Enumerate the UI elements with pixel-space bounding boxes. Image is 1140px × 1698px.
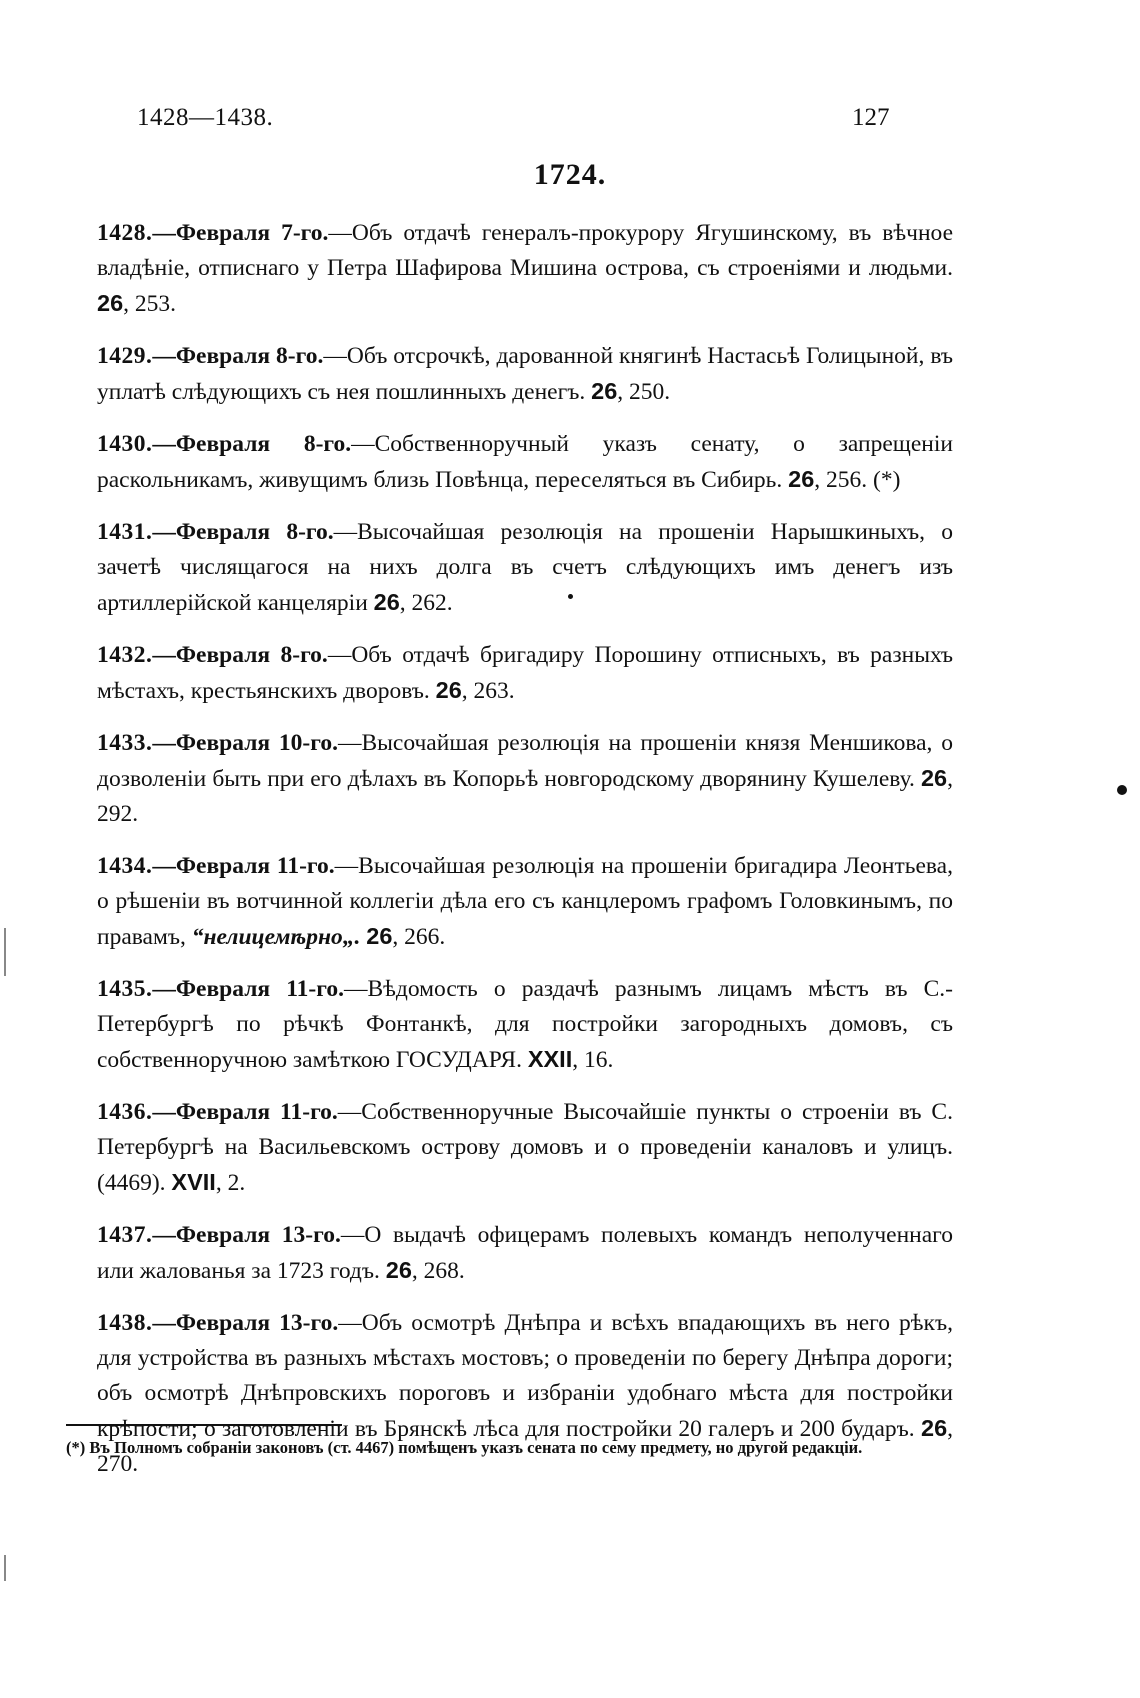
entry-date: —Февраля 11-го.	[152, 853, 335, 879]
page-reference: , 2.	[215, 1170, 246, 1196]
entry-text: —Вѣдомость о раздачѣ разнымъ лицамъ мѣстъ въ С.-Петербургѣ по рѣчкѣ Фонтанкѣ, для постройки загородныхъ домовъ, съ собственноручною замѣткою ГОСУДАРЯ.	[97, 976, 953, 1073]
decree-entry	[97, 339, 953, 410]
margin-tick-mark	[4, 928, 6, 976]
entry-date: —Февраля 8-го.	[152, 642, 328, 668]
entry-text: —Высочайшая резолюція на прошеніи Нарышкиныхъ, о зачетѣ числящагося на нихъ долга въ счетъ слѣдующихъ имъ денегъ изъ артиллерійской канцеляріи	[97, 519, 953, 616]
entry-text: —Объ отсрочкѣ, дарованной княгинѣ Настасьѣ Голицыной, въ уплатѣ слѣдующихъ съ нея пошлинныхъ денегъ.	[97, 343, 953, 405]
decree-entry	[97, 972, 953, 1078]
year-heading: 1724.	[533, 158, 607, 191]
volume-reference: 26	[373, 589, 400, 615]
page-range-header: 1428—1438.	[137, 104, 274, 131]
volume-reference: 26	[921, 1415, 948, 1441]
entry-number: 1437.	[97, 1222, 153, 1248]
page-reference: , 268.	[411, 1258, 465, 1284]
page-reference: , 253.	[123, 291, 177, 317]
decree-entry	[97, 726, 953, 832]
decree-entry	[97, 216, 953, 322]
decree-entry	[97, 427, 953, 498]
entry-number: 1434.	[97, 853, 153, 879]
entry-number: 1429.	[97, 343, 153, 369]
volume-reference: 26	[385, 1257, 412, 1283]
entry-text: —Собственноручный указъ сенату, о запрещеніи раскольникамъ, живущимъ близь Повѣнца, переселяться въ Сибирь.	[97, 431, 953, 493]
entry-text: —Высочайшая резолюція на прошеніи князя Меншикова, о дозволеніи быть при его дѣлахъ въ Копорьѣ новгородскому дворянину Кушелеву.	[97, 730, 953, 792]
volume-reference: 26	[920, 765, 948, 791]
volume-reference: XVII	[171, 1169, 216, 1195]
decree-entry	[97, 1095, 953, 1201]
volume-reference: 26	[788, 466, 815, 492]
decree-entry	[97, 638, 953, 709]
entry-number: 1436.	[97, 1099, 153, 1125]
entry-date: —Февраля 11-го.	[152, 976, 344, 1002]
page-reference: , 270.	[97, 1416, 954, 1477]
decree-entry	[97, 849, 953, 955]
page-reference: , 256. (*)	[814, 467, 901, 493]
ink-spot-mark	[1117, 785, 1127, 795]
entry-text: —Объ отдачѣ генералъ-прокурору Ягушинскому, въ вѣчное владѣніе, отписнаго у Петра Шафирова Мишина острова, съ строеніями и людьми.	[97, 220, 953, 281]
decree-entry	[97, 1218, 953, 1289]
footnote: (*) Въ Полномъ собраніи законовъ (ст. 4467) помѣщенъ указъ сената по сему предмету, но другой редакціи.	[66, 1438, 863, 1457]
entry-number: 1428.	[97, 220, 153, 246]
page-number: 127	[852, 104, 890, 131]
entry-date: —Февраля 8-го.	[152, 519, 334, 545]
page-reference: , 292.	[97, 766, 953, 827]
footnote-rule	[66, 1424, 342, 1426]
entry-text: —Объ осмотрѣ Днѣпра и всѣхъ впадающихъ въ него рѣкъ, для устройства въ разныхъ мѣстахъ мостовъ; о проведеніи по берегу Днѣпра дороги; объ осмотрѣ Днѣпровскихъ пороговъ и избраніи удобнаго мѣста для постройки крѣпости; о заготовленіи въ Брянскѣ лѣса для постройки 20 галеръ и 200 бударъ.	[97, 1310, 953, 1442]
page-reference: , 16.	[572, 1047, 614, 1073]
entry-text: —Высочайшая резолюція на прошеніи бригадира Леонтьева, о рѣшеніи въ вотчинной коллегіи дѣла его съ канцлеромъ графомъ Головкинымъ, по правамъ,	[97, 853, 953, 950]
volume-reference: XXII	[527, 1046, 573, 1072]
page-reference: , 250.	[617, 379, 671, 405]
entry-text: —Объ отдачѣ бригадиру Порошину отписныхъ, въ разныхъ мѣстахъ, крестьянскихъ дворовъ.	[97, 642, 953, 704]
entry-number: 1438.	[97, 1310, 153, 1336]
volume-reference: 26	[97, 290, 124, 316]
decree-entry	[97, 515, 953, 621]
entry-text: —Собственноручные Высочайшіе пункты о строеніи въ С. Петербургѣ на Васильевскомъ острову домовъ и о проведеніи каналовъ и улицъ. (4469).	[97, 1099, 953, 1196]
entry-number: 1435.	[97, 976, 153, 1002]
volume-reference: 26	[591, 378, 618, 404]
entry-number: 1431.	[97, 519, 153, 545]
entry-date: —Февраля 13-го.	[152, 1310, 339, 1336]
entry-text: —О выдачѣ офицерамъ полевыхъ командъ неполученнаго или жалованья за 1723 годъ.	[97, 1222, 953, 1284]
entry-date: —Февраля 13-го.	[152, 1222, 341, 1248]
volume-reference: 26	[366, 923, 393, 949]
page-reference: , 266.	[392, 924, 446, 950]
entry-date: —Февраля 10-го.	[152, 730, 338, 756]
entry-quote: “нелицемѣрно„.	[191, 924, 361, 950]
ink-dot-mark	[568, 594, 573, 599]
page-reference: , 262.	[399, 590, 453, 616]
entries-list	[97, 216, 953, 1499]
margin-tick-mark	[4, 1555, 6, 1581]
volume-reference: 26	[435, 677, 462, 703]
entry-date: —Февраля 7-го.	[152, 220, 329, 246]
entry-number: 1432.	[97, 642, 153, 668]
page-reference: , 263.	[461, 678, 515, 704]
entry-date: —Февраля 11-го.	[152, 1099, 338, 1125]
entry-date: —Февраля 8-го.	[152, 343, 324, 369]
entry-date: —Февраля 8-го.	[152, 431, 352, 457]
entry-number: 1430.	[97, 431, 153, 457]
entry-number: 1433.	[97, 730, 153, 756]
